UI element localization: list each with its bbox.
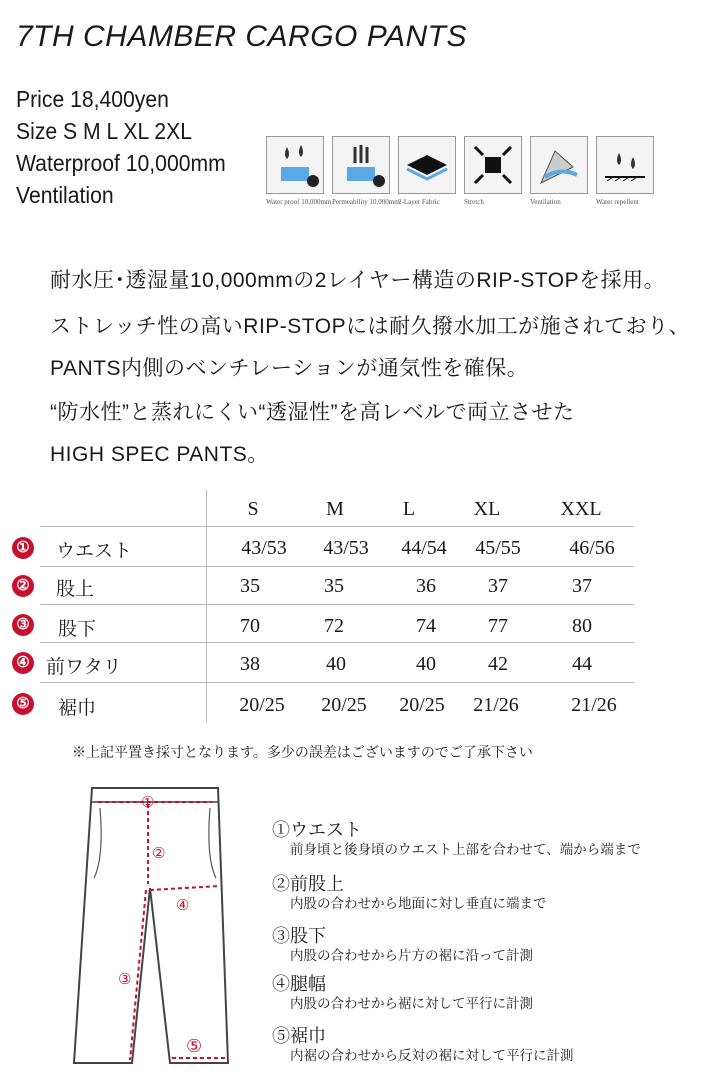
legend-title: ①ウエスト — [272, 820, 362, 840]
legend-title: ④腿幅 — [272, 974, 326, 994]
table-cell: 80 — [572, 615, 592, 637]
size-header: M — [326, 498, 344, 520]
description-line: ストレッチ性の高いRIP-STOPには耐久撥水加工が施されており、 — [50, 315, 691, 338]
table-cell: 74 — [416, 615, 436, 637]
table-divider — [40, 604, 634, 605]
row-label: ウエスト — [56, 541, 133, 562]
table-cell: 35 — [324, 575, 344, 597]
table-cell: 72 — [324, 615, 344, 637]
table-cell: 37 — [572, 575, 592, 597]
row-label: 股上 — [56, 579, 95, 600]
table-cell: 42 — [488, 653, 508, 675]
table-cell: 40 — [416, 653, 436, 675]
table-cell: 35 — [240, 575, 260, 597]
description-line: PANTS内側のベンチレーションが通気性を確保。 — [50, 357, 529, 380]
size-header: S — [247, 498, 259, 520]
pants-diagram — [70, 778, 250, 1073]
permeability-icon — [332, 136, 390, 194]
diagram-mark: ④ — [176, 897, 190, 914]
water-repellent-icon — [596, 136, 654, 194]
row-label: 裾巾 — [58, 698, 97, 719]
legend-desc: 内股の合わせから裾に対して平行に計測 — [290, 996, 533, 1011]
legend-title: ⑤裾巾 — [272, 1026, 326, 1046]
table-cell: 37 — [488, 575, 508, 597]
table-divider — [40, 526, 634, 527]
table-cell: 45/55 — [475, 537, 521, 559]
table-divider — [206, 490, 207, 722]
table-cell: 77 — [488, 615, 508, 637]
spec-size: Size S M L XL 2XL — [16, 118, 193, 144]
ventilation-icon — [530, 136, 588, 194]
diagram-mark: ⑤ — [186, 1036, 203, 1056]
table-divider — [40, 566, 634, 567]
legend-desc: 内股の合わせから片方の裾に沿って計測 — [290, 948, 533, 963]
legend-title: ③股下 — [272, 926, 326, 946]
table-divider — [40, 642, 634, 643]
diagram-mark: ② — [152, 845, 166, 862]
icon-caption: Water repellent — [596, 198, 639, 206]
diagram-mark: ① — [141, 794, 155, 811]
table-cell: 20/25 — [321, 694, 367, 716]
row-number: ③ — [12, 614, 34, 636]
feature-icons — [262, 136, 662, 216]
icon-caption: Ventilation — [530, 198, 561, 206]
table-cell: 46/56 — [569, 537, 615, 559]
table-cell: 44/54 — [401, 537, 447, 559]
row-number: ② — [12, 575, 34, 597]
spec-price: Price 18,400yen — [16, 86, 169, 112]
size-header: L — [402, 498, 416, 520]
description-line: HIGH SPEC PANTS。 — [50, 443, 269, 466]
diagram-mark: ③ — [118, 971, 132, 988]
table-cell: 70 — [240, 615, 260, 637]
icon-caption: 2-Layer Fabric — [398, 198, 440, 206]
size-header: XL — [473, 498, 501, 520]
row-label: 前ワタリ — [46, 657, 122, 678]
spec-ventilation: Ventilation — [16, 182, 114, 208]
table-cell: 21/26 — [473, 694, 519, 716]
table-cell: 36 — [416, 575, 436, 597]
description-line: 耐水圧･透湿量10,000mmの2レイヤー構造のRIP-STOPを採用。 — [50, 269, 666, 292]
spec-waterproof: Waterproof 10,000mm — [16, 150, 226, 176]
table-cell: 40 — [326, 653, 346, 675]
stretch-icon — [464, 136, 522, 194]
legend-desc: 内股の合わせから地面に対し垂直に端まで — [290, 896, 547, 911]
page-title: 7TH CHAMBER CARGO PANTS — [16, 20, 467, 53]
table-cell: 21/26 — [571, 694, 617, 716]
legend-desc: 前身頃と後身頃のウエスト上部を合わせて、端から端まで — [290, 842, 641, 857]
row-label: 股下 — [58, 619, 97, 640]
table-cell: 38 — [240, 653, 260, 675]
legend-desc: 内裾の合わせから反対の裾に対して平行に計測 — [290, 1048, 574, 1063]
table-cell: 43/53 — [241, 537, 287, 559]
size-header: XXL — [560, 498, 602, 520]
row-number: ④ — [12, 652, 34, 674]
table-cell: 20/25 — [399, 694, 445, 716]
row-number: ① — [12, 537, 34, 559]
two-layer-fabric-icon — [398, 136, 456, 194]
table-divider — [40, 682, 634, 683]
table-cell: 20/25 — [239, 694, 285, 716]
row-number: ⑤ — [12, 693, 34, 715]
icon-caption: Water proof 10,000mm — [266, 198, 332, 206]
waterproof-icon — [266, 136, 324, 194]
legend-title: ②前股上 — [272, 874, 344, 894]
measurement-note: ※上記平置き採寸となります。多少の誤差はございますのでご了承下さい — [72, 744, 533, 760]
table-cell: 43/53 — [323, 537, 369, 559]
icon-caption: Permeability 10,000mm — [332, 198, 400, 206]
icon-caption: Stretch — [464, 198, 484, 206]
table-cell: 44 — [572, 653, 592, 675]
description-line: “防水性”と蒸れにくい“透湿性”を高レベルで両立させた — [50, 401, 575, 424]
